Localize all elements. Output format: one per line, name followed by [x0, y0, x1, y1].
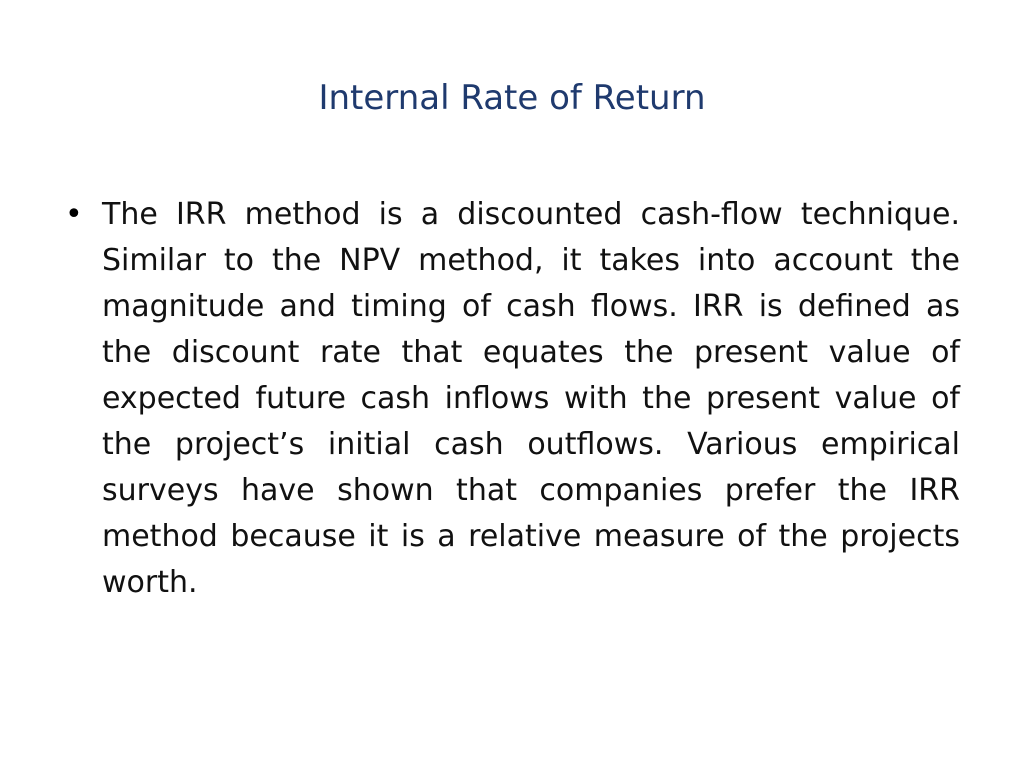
bullet-dot-icon: • — [65, 197, 83, 232]
bullet-text: The IRR method is a discounted cash-flow technique. Similar to the NPV method, it takes into account the magnitude and timing of cash flows. IRR is defined as the discount rate that equates the present value of expected future cash inflows with the present value of the project’s initial cash outflows. Various empirical surveys have shown that companies prefer the IRR method because it is a relative measure of the projects worth. — [102, 197, 960, 600]
slide-title: Internal Rate of Return — [318, 78, 706, 118]
bullet-list — [62, 192, 960, 606]
bullet-item — [62, 192, 960, 606]
